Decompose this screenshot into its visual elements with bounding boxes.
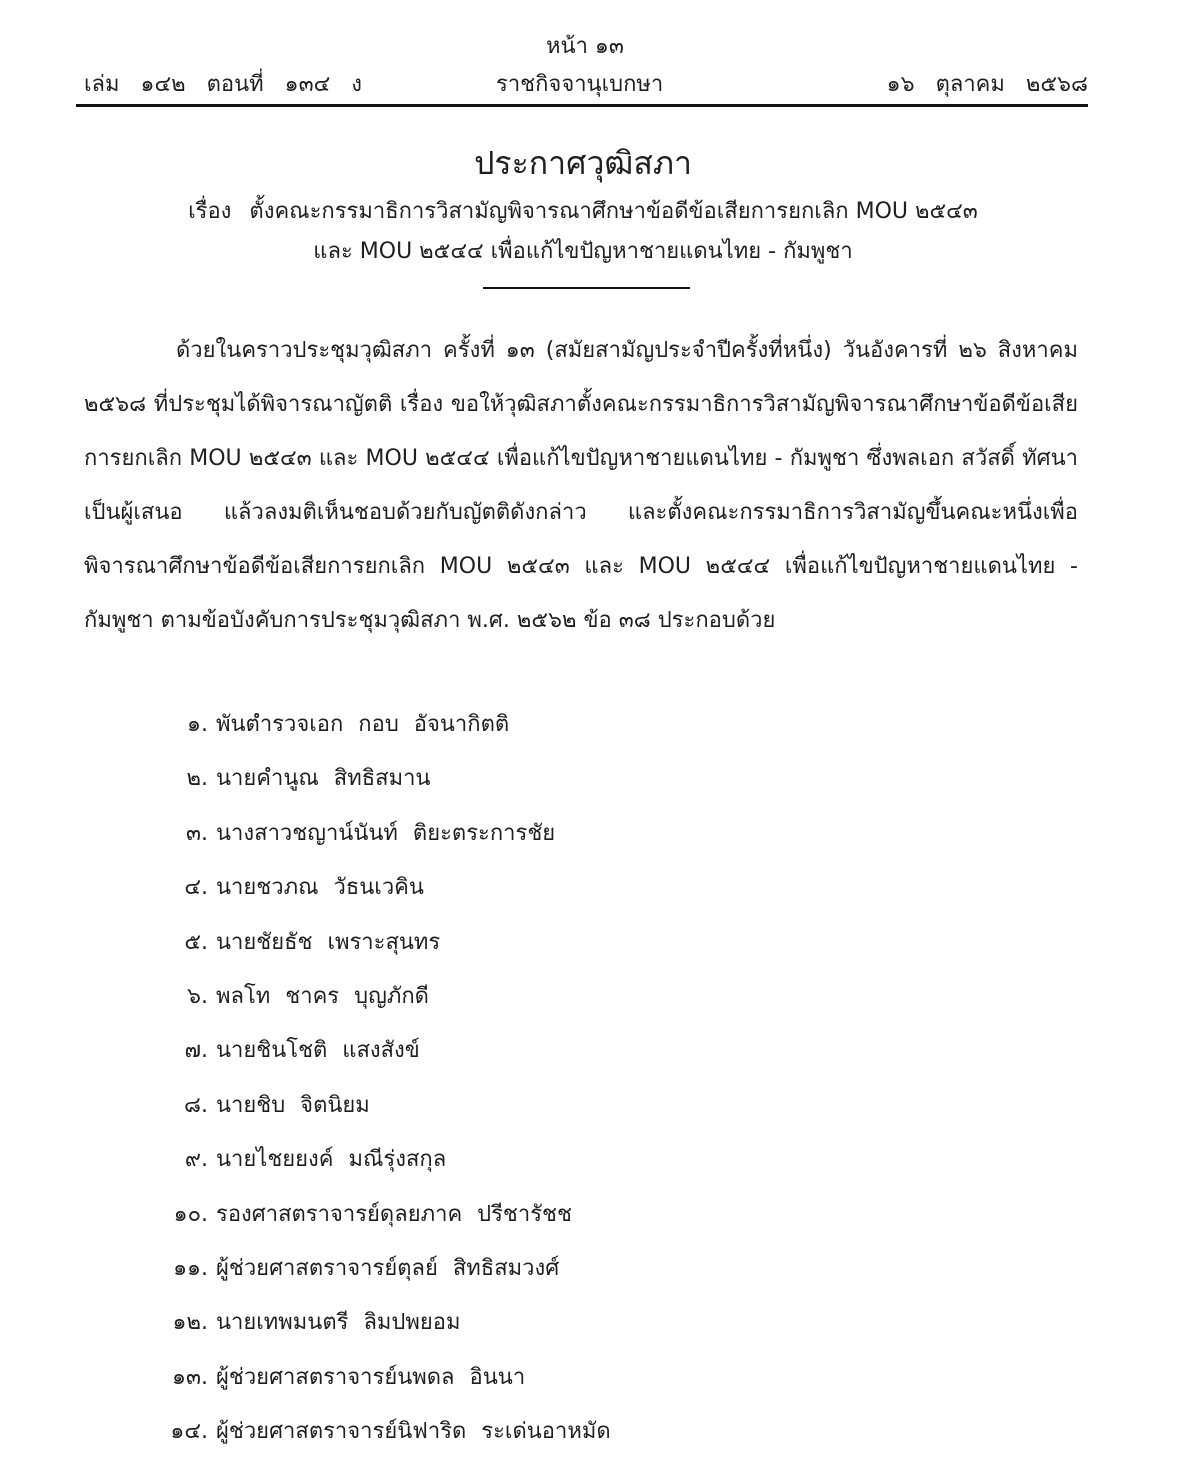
item-number: ๘. xyxy=(184,1092,208,1118)
list-item xyxy=(0,1081,1200,1135)
member-name: พันตำรวจเอก กอบ อัจนากิตติ xyxy=(216,712,510,737)
title-divider xyxy=(483,287,690,289)
list-item xyxy=(0,1190,1200,1244)
member-name: นายเทพมนตรี ลิมปพยอม xyxy=(216,1310,461,1336)
member-name: รองศาสตราจารย์ดุลยภาค ปรีชารัชช xyxy=(216,1201,572,1227)
committee-member-list xyxy=(0,700,1200,1461)
member-name: นายคำนูณ สิทธิสมาน xyxy=(216,766,431,792)
item-number: ๑๔. xyxy=(170,1419,208,1445)
list-item xyxy=(0,1135,1200,1189)
document-subject xyxy=(0,192,1166,272)
list-item xyxy=(0,1298,1200,1352)
member-name: นายชัยธัช เพราะสุนทร xyxy=(216,929,441,955)
member-name: ผู้ช่วยศาสตราจารย์ตุลย์ สิทธิสมวงศ์ xyxy=(216,1255,560,1281)
list-item xyxy=(0,809,1200,863)
list-item xyxy=(0,1353,1200,1407)
subject-line-1 xyxy=(0,192,1166,232)
member-name: นางสาวชญาน์นันท์ ติยะตระการชัย xyxy=(216,820,556,846)
subject-label: เรื่อง xyxy=(188,199,232,224)
member-name: พลโท ชาคร บุญภักดี xyxy=(216,983,429,1009)
volume-issue: เล่ม ๑๔๒ ตอนที่ ๑๓๔ ง xyxy=(84,72,363,97)
member-name: นายชิบ จิตนิยม xyxy=(216,1092,370,1118)
list-item xyxy=(0,1407,1200,1461)
list-item xyxy=(0,754,1200,808)
item-number: ๓. xyxy=(185,820,208,846)
item-number: ๑๒. xyxy=(172,1310,208,1336)
member-name: ผู้ช่วยศาสตราจารย์นพดล อินนา xyxy=(216,1364,526,1390)
item-number: ๔. xyxy=(184,875,208,901)
list-item xyxy=(0,1026,1200,1080)
item-number: ๙. xyxy=(184,1147,208,1173)
item-number: ๑. xyxy=(187,712,208,737)
gazette-header xyxy=(84,66,1088,100)
item-number: ๕. xyxy=(184,929,208,955)
list-item xyxy=(0,1244,1200,1298)
member-name: นายชวภณ วัธนเวคิน xyxy=(216,875,424,901)
list-item xyxy=(0,700,1200,754)
list-item xyxy=(0,972,1200,1026)
item-number: ๒. xyxy=(186,766,208,792)
item-number: ๑๐. xyxy=(173,1201,208,1227)
header-divider xyxy=(76,104,1088,107)
list-item xyxy=(0,863,1200,917)
page-number: หน้า ๑๓ xyxy=(546,34,624,59)
item-number: ๗. xyxy=(184,1038,208,1064)
publication-date: ๑๖ ตุลาคม ๒๕๖๘ xyxy=(886,72,1088,97)
body-paragraph: ด้วยในคราวประชุมวุฒิสภา ครั้งที่ ๑๓ (สมัยสามัญประจำปีครั้งที่หนึ่ง) วันอังคารที่ ๒๖ สิงหาคม ๒๕๖๘ ที่ประชุมได้พิจารณาญัตติ เรื่อง ขอให้วุฒิสภาตั้งคณะกรรมาธิการวิสามัญพิจารณาศึกษาข้อดีข้อเสียการยกเลิก MOU ๒๕๔๓ และ MOU ๒๕๔๔ เพื่อแก้ไขปัญหาชายแดนไทย - กัมพูชา ซึ่งพลเอก สวัสดิ์ ทัศนา เป็นผู้เสนอ แล้วลงมติเห็นชอบด้วยกับญัตติดังกล่าว และตั้งคณะกรรมาธิการวิสามัญขึ้นคณะหนึ่งเพื่อพิจารณาศึกษาข้อดีข้อเสียการยกเลิก MOU ๒๕๔๓ และ MOU ๒๕๔๔ เพื่อแก้ไขปัญหาชายแดนไทย - กัมพูชา ตามข้อบังคับการประชุมวุฒิสภา พ.ศ. ๒๕๖๒ ข้อ ๓๘ ประกอบด้วย xyxy=(84,338,1078,633)
item-number: ๖. xyxy=(187,983,208,1009)
item-number: ๑๓. xyxy=(172,1364,208,1390)
member-name: นายชินโชติ แสงสังข์ xyxy=(216,1038,420,1064)
member-name: ผู้ช่วยศาสตราจารย์นิฟาริด ระเด่นอาหมัด xyxy=(216,1419,611,1445)
list-item xyxy=(0,918,1200,972)
document-title: ประกาศวุฒิสภา xyxy=(474,144,692,182)
subject-line-2: และ MOU ๒๕๔๔ เพื่อแก้ไขปัญหาชายแดนไทย - กัมพูชา xyxy=(313,239,853,264)
item-number: ๑๑. xyxy=(173,1255,208,1281)
subject-text-1: ตั้งคณะกรรมาธิการวิสามัญพิจารณาศึกษาข้อดีข้อเสียการยกเลิก MOU ๒๕๔๓ xyxy=(249,199,978,224)
member-name: นายไชยยงค์ มณีรุ่งสกุล xyxy=(216,1147,447,1173)
publication-name: ราชกิจจานุเบกษา xyxy=(496,72,664,97)
